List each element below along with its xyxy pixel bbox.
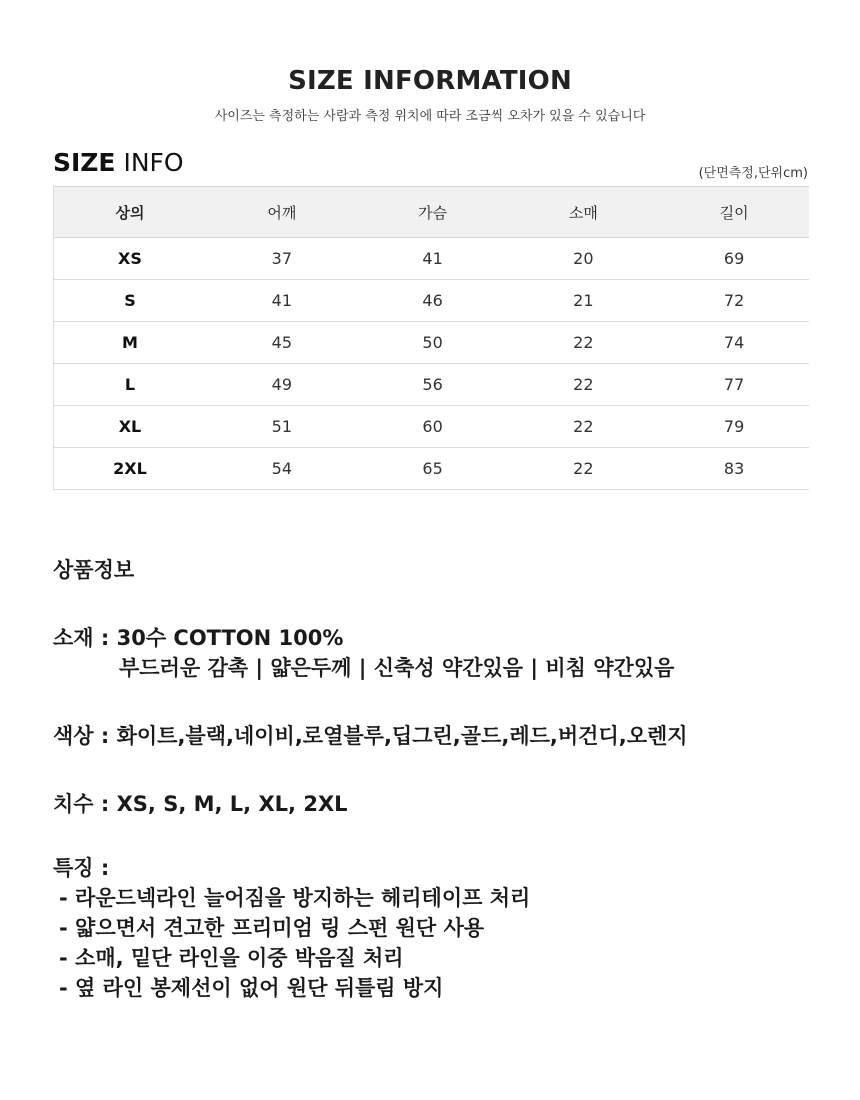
table-header-row <box>54 187 810 238</box>
table-cell: 22 <box>507 364 659 406</box>
table-cell: 21 <box>507 280 659 322</box>
table-cell: 45 <box>206 322 358 364</box>
table-cell: XS <box>54 238 206 280</box>
table-cell: 20 <box>507 238 659 280</box>
table-cell: 54 <box>206 448 358 490</box>
table-cell: L <box>54 364 206 406</box>
table-row <box>54 322 810 364</box>
size-info-heading-light: INFO <box>115 148 184 177</box>
measurement-disclaimer: 사이즈는 측정하는 사람과 측정 위치에 따라 조금씩 오차가 있을 수 있습니다 <box>214 109 646 124</box>
size-table <box>53 186 809 490</box>
page-title: SIZE INFORMATION <box>288 66 572 96</box>
table-cell: 41 <box>206 280 358 322</box>
table-row <box>54 364 810 406</box>
table-cell: 69 <box>659 238 809 280</box>
table-row <box>54 238 810 280</box>
table-row <box>54 406 810 448</box>
table-cell: 49 <box>206 364 358 406</box>
table-cell: 65 <box>358 448 508 490</box>
table-cell: 50 <box>358 322 508 364</box>
table-cell: 56 <box>358 364 508 406</box>
table-cell: 60 <box>358 406 508 448</box>
size-info-heading <box>53 148 184 177</box>
product-info <box>53 555 688 1003</box>
feature-item: - 옆 라인 봉제선이 없어 원단 뒤틀림 방지 <box>59 976 444 1000</box>
table-cell: 83 <box>659 448 809 490</box>
table-cell: 74 <box>659 322 809 364</box>
table-cell: M <box>54 322 206 364</box>
table-header-cell: 길이 <box>659 187 809 238</box>
material-line: 소재 : 30수 COTTON 100% <box>53 626 344 650</box>
table-cell: 22 <box>507 448 659 490</box>
table-cell: 37 <box>206 238 358 280</box>
table-header-cell: 상의 <box>54 187 206 238</box>
product-info-title: 상품정보 <box>53 558 135 582</box>
size-info-heading-bold: SIZE <box>53 148 116 177</box>
table-header-cell: 소매 <box>507 187 659 238</box>
feature-item: - 라운드넥라인 늘어짐을 방지하는 헤리테이프 처리 <box>59 886 531 910</box>
table-cell: 22 <box>507 322 659 364</box>
table-cell: 72 <box>659 280 809 322</box>
table-cell: 79 <box>659 406 809 448</box>
table-cell: 46 <box>358 280 508 322</box>
table-cell: S <box>54 280 206 322</box>
table-cell: 41 <box>358 238 508 280</box>
table-row <box>54 280 810 322</box>
material-detail: 부드러운 감촉 | 얇은두께 | 신축성 약간있음 | 비침 약간있음 <box>119 656 675 680</box>
table-cell: XL <box>54 406 206 448</box>
unit-note: (단면측정,단위cm) <box>698 166 808 181</box>
feature-item: - 얇으면서 견고한 프리미엄 링 스펀 원단 사용 <box>59 916 485 940</box>
table-cell: 22 <box>507 406 659 448</box>
size-line: 치수 : XS, S, M, L, XL, 2XL <box>53 792 348 816</box>
feature-item: - 소매, 밑단 라인을 이중 박음질 처리 <box>59 946 404 970</box>
table-header-cell: 어깨 <box>206 187 358 238</box>
features-title: 특징 : <box>53 856 110 880</box>
color-line: 색상 : 화이트,블랙,네이비,로열블루,딥그린,골드,레드,버건디,오렌지 <box>53 724 688 748</box>
table-cell: 77 <box>659 364 809 406</box>
table-header-cell: 가슴 <box>358 187 508 238</box>
table-cell: 2XL <box>54 448 206 490</box>
table-cell: 51 <box>206 406 358 448</box>
table-row <box>54 448 810 490</box>
